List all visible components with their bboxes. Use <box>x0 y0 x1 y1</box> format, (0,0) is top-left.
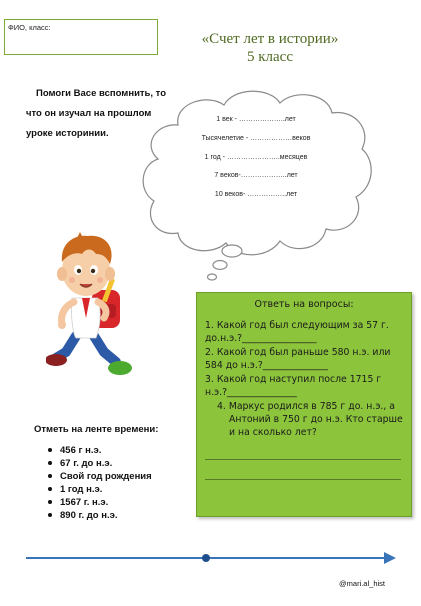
cloud-line-7-centuries: 7 веков-………………..лет <box>214 172 298 179</box>
question-3: 3. Какой год наступил после 1715 г н.э.?_______________ <box>205 374 382 398</box>
cloud-line-10-centuries: 10 веков- ……………..лет <box>214 191 298 198</box>
question-4: 4. Маркус родился в 785 г до. н.э., а Антоний в 750 г до н.э. Кто старше и на сколько лет? <box>217 401 403 438</box>
intro-text: Помоги Васе вспомнить, то что он изучал на прошлом уроке историнии. <box>26 88 167 139</box>
timeline-item: Свой год рождения <box>46 470 152 483</box>
title-line-1: «Счет лет в истории» <box>201 31 339 47</box>
timeline-item: 1567 г. н.э. <box>46 496 152 509</box>
name-class-label: ФИО, класс: <box>8 23 51 32</box>
timeline-item: 890 г. до н.э. <box>46 509 152 522</box>
answers-heading: Ответь на вопросы: <box>254 299 354 310</box>
timeline-task-list <box>46 444 152 522</box>
question-1: 1. Какой год был следующим за 57 г. до.н.э.?________________ <box>205 320 389 344</box>
timeline-task-title: Отметь на ленте времени: <box>34 424 159 435</box>
questions-list <box>205 319 405 440</box>
cloud-line-century: 1 век - ………………..лет <box>216 116 296 123</box>
thought-cloud <box>138 85 374 291</box>
boy-illustration <box>46 232 134 380</box>
author-credit: @mari.al_hist <box>339 579 385 588</box>
cloud-line-millennium: Тысячелетие - ………………веков <box>201 135 311 142</box>
timeline-item: 67 г. до н.э. <box>46 457 152 470</box>
answers-box <box>196 292 412 517</box>
timeline-arrow[interactable] <box>24 548 398 568</box>
page-title <box>170 30 370 66</box>
answer-line-1[interactable] <box>205 459 401 460</box>
question-2: 2. Какой год был раньше 580 н.э. или 584 до н.э.?______________ <box>205 347 391 371</box>
timeline-zero-point <box>202 554 210 562</box>
timeline-item: 456 г н.э. <box>46 444 152 457</box>
answer-line-2[interactable] <box>205 479 401 480</box>
name-class-field[interactable] <box>4 19 158 55</box>
title-line-2: 5 класс <box>247 49 293 65</box>
cloud-line-year: 1 год - …………………..месяцев <box>204 154 308 161</box>
timeline-item: 1 год н.э. <box>46 483 152 496</box>
